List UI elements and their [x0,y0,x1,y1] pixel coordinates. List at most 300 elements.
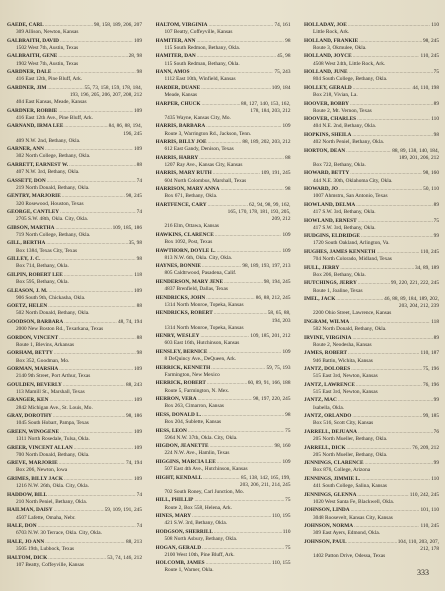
entry-name: INGRAM, WILMA [304,318,350,325]
dot-leader [338,397,433,404]
entry-heading [304,350,439,357]
entry-address: 507 East 4th Ave., Hutchinson, Kansas [164,466,248,473]
entry-name: GORDON, VINCENT [7,334,59,341]
index-entry [156,349,291,363]
entry-pages: 110, 187 [420,350,439,357]
entry-heading [156,349,291,356]
entry-address: 3505 19th, Lubbock, Texas [16,545,75,552]
entry-address: 417 S.W. 3rd, Bethany, Okla. [313,224,376,231]
index-entry [156,170,291,184]
entry-pages: 99 [433,460,439,467]
entry-heading [156,365,291,372]
entry-heading [304,85,439,92]
entry-heading [304,233,439,240]
entry-pages: 118 [431,318,439,325]
dot-leader [352,413,422,420]
entry-pages: 74 [136,523,142,530]
dot-leader [210,443,274,450]
dot-leader [206,295,255,302]
index-entry [304,249,439,263]
entry-heading [156,202,291,209]
dot-leader [52,69,135,76]
entry-address: 1311 North Rosedale, Tulsa, Okla. [16,436,90,443]
entry-name: HENDERSON, MARY JENE [155,279,224,286]
dot-leader [48,492,136,499]
entry-address: 205 North Mueller, Bethany, Okla. [313,451,388,458]
entry-heading [156,263,291,270]
entry-heading [7,193,142,200]
entry-pages: 99 [433,233,439,240]
index-entry [156,101,291,122]
index-entry [7,445,142,459]
index-entry [7,476,142,490]
entry-heading [156,38,291,45]
entry-address: 219 North Donald, Bethany, Okla. [16,184,90,191]
dot-leader [46,240,127,247]
dot-leader [55,225,111,232]
entry-name: HULL, JERRY [304,264,340,271]
entry-pages: 98 [285,411,291,418]
entry-address: 302 North College, Bethany, Okla. [16,153,91,160]
entry-name: HENDRICKS, ROBERT [155,310,213,317]
entry-pages: 62, 94, 98, 99, 162, [249,201,291,208]
entry-name: GARNER, ANN [7,146,45,153]
entry-address: 205 North Mueller, Bethany, Okla. [313,436,388,443]
entry-pages: 89 [433,100,439,107]
entry-pages-continued: 196, 245 [123,130,142,137]
entry-address: Isabella, Okla. [313,404,345,411]
entry-name: GOODSON, BARBARA [7,318,64,325]
index-entry [7,38,142,52]
entry-pages: 34, 89, 189 [414,264,439,271]
entry-name: GOETZ, HELEN [7,303,48,310]
dot-leader [358,218,433,225]
entry-name: HOLLAND, FRANKIE [304,37,359,44]
dot-leader [348,539,397,546]
index-entry [304,445,439,459]
entry-heading [7,397,142,404]
index-entry [7,555,142,569]
entry-heading [304,397,439,404]
entry-heading [7,350,142,357]
dot-leader [200,333,249,340]
index-entry [304,335,439,349]
entry-name: HIGGINS, MARCIA LEE [155,458,216,465]
index-entry [7,507,142,521]
dot-leader [208,349,281,356]
dot-leader [198,396,253,403]
entry-heading [304,492,439,499]
entry-heading [7,555,142,562]
entry-heading [304,523,439,530]
dot-leader [352,132,432,139]
entry-address: 906 South 9th, Chickasha, Okla. [16,294,86,301]
entry-pages: 98, 194, 245 [263,279,291,286]
entry-heading [7,38,142,45]
dot-leader [208,139,242,146]
entry-pages: 59, 109, 191, 245 [104,507,142,514]
entry-address: 813 N.W. 6th, Okla. City, Okla. [164,254,233,261]
entry-address: Box 204, Sublette, Kansas [164,418,222,425]
entry-name: HORTON, DEAN [304,147,346,154]
dot-leader [60,38,133,45]
entry-address: 2000 New Boston Rd., Texarkana, Texas [16,326,104,333]
dot-leader [197,53,276,60]
entry-pages: 99 [433,397,439,404]
entry-pages: 28, 98 [128,53,142,60]
dot-leader [213,170,260,177]
entry-name: JOHNSON, LINDA [304,507,350,514]
entry-name: HOWLAND, ERNEST [304,217,357,224]
index-entry [304,148,439,169]
dot-leader [201,85,271,92]
entry-pages: 98 [433,131,439,138]
entry-name: HERRICK, ROBERT [155,380,206,387]
entry-name: HARRIS, HARRY [155,154,199,161]
index-entry [7,146,142,160]
entry-heading [156,155,291,162]
entry-pages: 88, 213 [125,538,142,545]
entry-pages: 74, 194 [125,460,142,467]
entry-name: HAILMAN, DAISY [7,507,53,514]
entry-heading [7,272,142,279]
entry-address: Box 263, Cimarron, Kansas [164,403,224,410]
entry-name: JANTZ, LAWRENCE [304,381,355,388]
index-entry [7,319,142,333]
entry-address: 805 Caldtrwood, Pasadena, Calif. [164,270,237,277]
entry-heading [7,146,142,153]
entry-pages: 74, 161 [274,22,291,28]
entry-address: Box 1384, Texas City, Texas [16,247,78,254]
index-entry [156,545,291,559]
index-entry [7,240,142,254]
entry-name: HERRON, VERA [155,396,197,403]
entry-heading [304,101,439,108]
entry-heading [304,382,439,389]
entry-pages: 109 [133,397,142,404]
entry-pages: 88 [136,161,142,168]
dot-leader [346,148,391,155]
dot-leader [59,366,133,373]
entry-pages: 53, 74, 146, 212 [107,554,142,561]
entry-name: HARTFENCE, CARY [155,201,207,208]
index-entry [7,523,142,537]
entry-pages: 74 [136,209,142,216]
entry-name: HESS, DONALD L. [155,411,202,418]
entry-pages: 118 [134,271,142,278]
entry-pages: 46, 88, 89, 184, 189, 202, [384,296,439,303]
entry-pages: 110, 195 [271,513,291,520]
entry-name: GREER, VINCENT ALLAN [7,444,73,451]
entry-heading [304,476,439,483]
entry-address: 421 S.W. 3rd, Bethany, Okla. [164,520,228,527]
dot-leader [207,380,247,387]
dot-leader [359,38,422,45]
entry-heading [7,288,142,295]
entry-heading [7,225,142,232]
index-entry [156,513,291,527]
index-entry [156,232,291,246]
dot-leader [41,256,135,263]
entry-name: HOWLAND, DELMA [304,201,356,208]
entry-pages: 110, 245 [420,249,439,255]
entry-pages: 60, 89, 91, 166, 188 [247,380,291,387]
index-entry [304,218,439,232]
entry-address: 416 East 12th Ave., Pine Bluff, Ark. [16,114,94,121]
entry-name: HOWARD, JO [304,186,339,193]
entry-pages: 88 [285,154,291,161]
entry-pages-continued: 209, 212 [271,216,291,223]
entry-pages-continued: 193, 196, 205, 206, 207, 208, 212 [69,91,142,98]
entry-heading [7,413,142,420]
entry-heading [156,139,291,146]
entry-pages: 109 [282,458,291,465]
entry-heading [7,240,142,247]
index-entry [156,53,291,67]
index-entry [7,256,142,270]
entry-heading [7,256,142,263]
entry-name: GRANGER, KEN [7,397,49,404]
entry-pages: 109, 184 [271,84,291,91]
entry-address: 946 Battin, Wichita, Kansas [313,357,373,364]
entry-pages: 76, 209, 212 [412,444,439,451]
index-entry [304,539,439,560]
dot-leader [336,296,383,303]
entry-heading [7,178,142,185]
entry-pages: 110 [431,116,439,123]
entry-pages: 110 [431,476,439,482]
entry-name: HENDRICKS, JOHN [155,294,206,301]
entry-address: Route 2, Mt. Vernon, Texas [313,107,372,114]
entry-pages: 109, 185, 186 [112,224,142,231]
entry-pages: 109 [282,231,291,238]
entry-heading [304,186,439,193]
entry-address: 5964 N.W. 37th, Okla. City, Okla. [164,434,238,441]
entry-name: JANTZ, ORLANDO [304,413,352,420]
dot-leader [354,523,419,530]
entry-heading [156,170,291,177]
entry-address: 2140 9th Street, Port Arthur, Texas [16,373,91,380]
index-entry [304,476,439,490]
entry-heading [304,249,439,256]
index-column-2 [156,22,291,576]
entry-address: 113 Mamill St., Marshall, Texas [16,388,85,395]
dot-leader [351,366,422,373]
entry-name: HERRICK, KENNETH [155,364,211,371]
entry-address: Route 1, Joaline, Texas [313,287,363,294]
entry-heading [156,85,291,92]
entry-pages: 110, 245 [420,53,439,60]
index-entry [304,366,439,380]
entry-heading [7,445,142,452]
entry-pages: 75, 196 [422,366,439,373]
dot-leader [194,497,284,504]
dot-leader [45,539,125,546]
entry-address: 309 Allison, Newton, Kansas [16,29,79,36]
index-entry [304,280,439,294]
entry-name: GREVE, MARJORIE [7,460,58,467]
entry-pages: 101, 110 [420,507,439,514]
dot-leader [63,382,125,389]
entry-address: 402 North Peniel, Bethany, Okla. [313,139,385,146]
dot-leader [350,319,430,326]
entry-pages: 98, 158, 189, 206, 207 [93,22,142,28]
entry-name: HAMITER, ANN [155,37,196,44]
dot-leader [45,22,93,29]
dot-leader [48,555,106,562]
dot-leader [214,310,267,317]
dot-leader [356,382,422,389]
entry-address: Route 1, Warner, Okla. [164,567,214,574]
entry-heading [7,69,142,76]
entry-heading [304,265,439,272]
entry-heading [7,382,142,389]
entry-name: IMEL, JACK [304,296,336,303]
index-entry [304,186,439,200]
entry-address: 704 North Colorado, Midland, Texas [313,256,392,263]
entry-heading [156,333,291,340]
entry-address: Box 722, Bethany, Okla. [313,161,366,168]
entry-address: 1007 Ahmstru, San Antonio, Texas [313,193,388,200]
entry-pages: 75 [285,497,291,504]
index-entry [7,123,142,144]
entry-name: GIBSON, MARTHA [7,224,55,231]
index-entry [156,365,291,379]
dot-leader [59,335,136,342]
dot-leader [69,162,136,169]
index-entry [304,53,439,67]
entry-address: 416 East 12th, Pine Bluff, Ark. [16,76,83,83]
index-entry [156,443,291,457]
entry-heading [156,396,291,403]
entry-name: HARDER, DUANE [155,84,201,91]
entry-heading [304,202,439,209]
dot-leader [199,155,284,162]
index-entry [304,382,439,396]
entry-heading [304,218,439,225]
index-entry [7,193,142,207]
entry-pages: 88, 127, 140, 153, 162, [241,100,291,107]
entry-address: 6703 N.W. 30 Terrace, Okla. City, Okla. [16,530,102,537]
entry-heading [156,443,291,450]
entry-heading [304,539,439,546]
entry-name: GILLEY, J. C. [7,256,41,263]
entry-name: GOULDEN, BEVERLY [7,381,62,388]
entry-name: HADDOW, BILL [7,491,48,498]
entry-name: JENNINGS, GLENNA [304,491,357,498]
entry-address: 2100 West 10th, Pine Bluff, Ark. [164,551,235,558]
entry-address: Box 206, Bethany, Okla. [313,271,366,278]
entry-heading [7,429,142,436]
entry-address: 502 North Donald, Bethany, Okla. [16,310,90,317]
dot-leader [361,476,430,483]
entry-heading [304,413,439,420]
entry-address: 2200 Ohio Street, Lawrence, Kansas [313,310,392,317]
entry-name: HANN, AMOS [155,69,190,76]
dot-leader [64,319,117,326]
dot-leader [203,475,240,482]
entry-heading [7,53,142,60]
entry-heading [7,85,142,92]
entry-address: 404 East Kansas, Meade, Kansas [16,99,87,106]
entry-name: HARPER, CHUCK [155,100,201,107]
index-entry [304,397,439,411]
entry-name: HARRIS, BARBARA [155,123,206,130]
entry-name: HARRISON, MARY ANNA [155,186,220,193]
dot-leader [357,492,408,499]
index-entry [304,132,439,146]
entry-name: HAYNES, BONNIE [155,263,201,270]
dot-leader [188,428,284,435]
entry-pages: 45, 98 [277,53,291,60]
index-entry [156,139,291,153]
entry-name: HOWARD, BETTY [304,170,350,177]
index-entry [156,475,291,496]
entry-heading [156,279,291,286]
index-entry [7,492,142,506]
dot-leader [221,186,285,193]
entry-name: JENNINGS, JIMMIE L. [304,476,361,482]
entry-pages: 75 [285,544,291,551]
index-entry [7,539,142,553]
entry-pages: 109 [282,348,291,355]
entry-name: GREEN, WINOGENE [7,428,60,435]
dot-leader [202,101,241,108]
entry-heading [156,69,291,76]
entry-heading [7,162,142,169]
entry-heading [7,492,142,499]
index-entry [156,412,291,426]
entry-name: JOHNSON, PAUL [304,538,347,545]
entry-address: Farmington, New Mexico [164,371,220,378]
entry-pages: 98, 160 [422,170,439,177]
entry-pages-continued: 165, 170, 178, 181, 193, 205, [227,209,291,216]
entry-pages: 98 [285,37,291,44]
index-entry [7,272,142,286]
entry-heading [304,132,439,139]
entry-heading [156,380,291,387]
entry-name: HIGHT, KENDALL [155,474,203,481]
entry-name: GARDNER, ROBBIE [7,107,58,114]
entry-name: HOOVER, BOBBY [304,100,349,107]
entry-address: 210 North Peniel, Bethany, Okla. [16,498,88,505]
entry-name: HIGDON, JEANETTE [155,443,209,450]
entry-pages-continued: 203, 204, 212, 239 [398,303,439,310]
dot-leader [357,116,430,123]
index-entry [7,303,142,317]
dot-leader [352,335,432,342]
dot-leader [59,460,125,467]
entry-address: 1216 N.W. 26th, Okla. City, Okla. [16,483,89,490]
dot-leader [202,545,284,552]
entry-name: HAWKINS, CLARENCE [155,231,214,238]
entry-address: 1720 South Oakland, Arlington, Va. [313,240,390,247]
entry-name: GILL, BERTHA [7,240,46,247]
entry-heading [156,248,291,255]
entry-pages: 75 [433,217,439,224]
entry-pages: 98, 197, 220, 245 [253,396,291,403]
dot-leader [351,507,420,514]
entry-heading [7,123,142,130]
index-entry [304,38,439,52]
entry-address: 2842 Michigan Ave., St. Louis, Mo. [16,404,93,411]
entry-pages: 110, 155 [271,560,291,567]
entry-name: HALE, JO ANN [7,538,45,545]
dot-leader [361,233,433,240]
entry-name: GRIMES, BILLY JACK [7,476,64,482]
entry-pages: 86, 88, 212, 245 [255,294,291,301]
entry-heading [304,69,439,76]
